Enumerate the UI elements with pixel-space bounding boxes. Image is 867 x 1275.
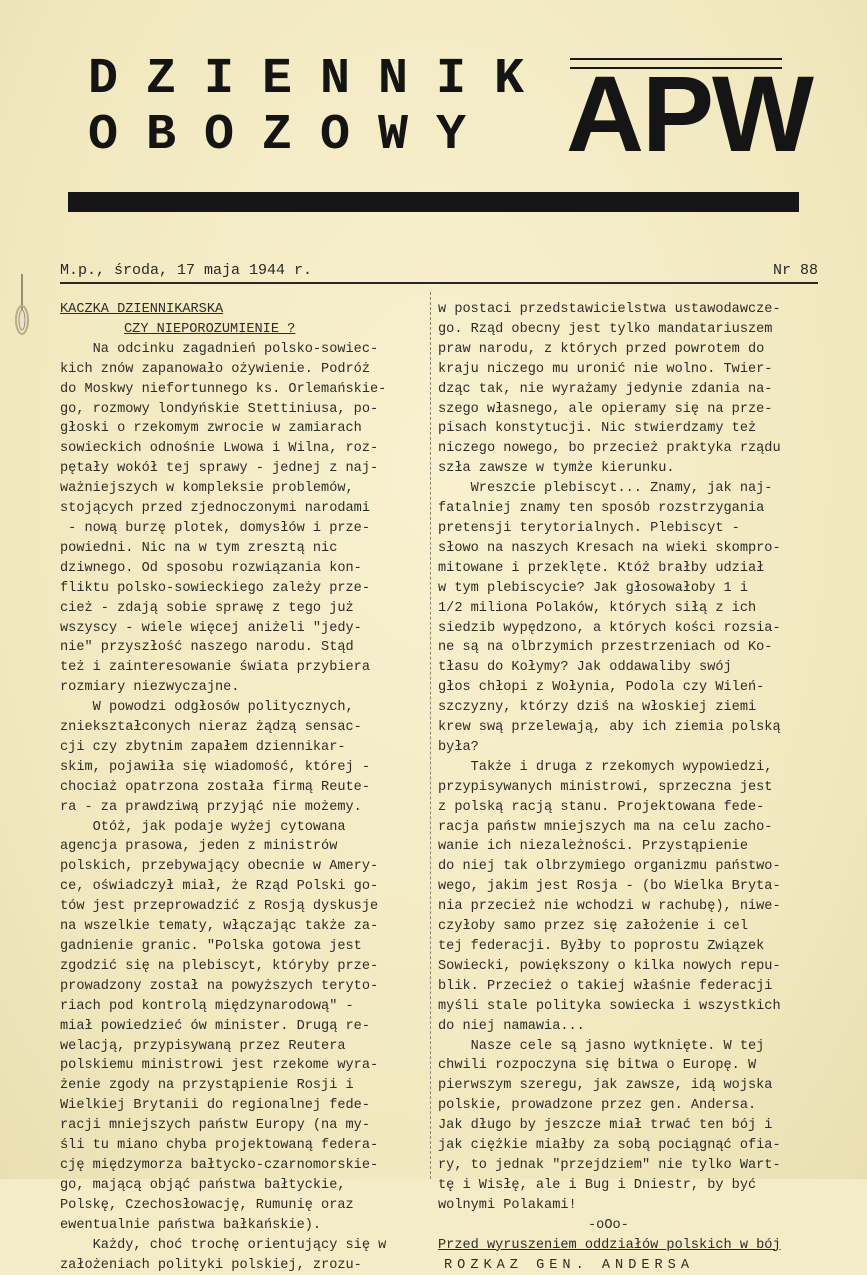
text-line: w tym plebiscycie? Jak głosowałoby 1 i: [438, 579, 822, 599]
text-line: go, mającą objąć państwa bałtyckie,: [60, 1176, 428, 1196]
text-line: gadnienie granic. "Polska gotowa jest: [60, 937, 428, 957]
text-line: ry, to jednak "przejdziem" nie tylko Wart-: [438, 1156, 822, 1176]
text-line: fatalniej znamy ten sposób rozstrzygania: [438, 499, 822, 519]
text-line: szła zawsze w tymże kierunku.: [438, 459, 822, 479]
staple-pin-icon: [14, 272, 30, 338]
text-line: siedzib wypędzono, a których kości rozsia-: [438, 619, 822, 639]
apw-logo: APW: [566, 64, 786, 164]
text-line: myśli stale polityka sowiecka i wszystkich: [438, 997, 822, 1017]
text-line: go. Rząd obecny jest tylko mandatariuszem: [438, 320, 822, 340]
text-line: przypisywanych ministrowi, sprzeczna jest: [438, 778, 822, 798]
text-line: skim, pojawiła się wiadomość, której -: [60, 758, 428, 778]
text-line: głoski o rzekomym zwrocie w zamiarach: [60, 419, 428, 439]
text-line: głos chłopi z Wołynia, Podola czy Wileń-: [438, 678, 822, 698]
text-line: tłasu do Kołymy? Jak oddawaliby swój: [438, 658, 822, 678]
text-line: jak ciężkie miałby za sobą pociągnąć ofia-: [438, 1136, 822, 1156]
text-line: pisach konstytucji. Nic stwierdzamy też: [438, 419, 822, 439]
masthead-title-line-2: OBOZOWY: [88, 108, 552, 164]
text-line: kraju niczego mu uronić nie wolno. Twier-: [438, 360, 822, 380]
text-line: ra - za prawdziwą przyjąć nie możemy.: [60, 798, 428, 818]
text-line: ne są na olbrzymich przestrzeniach od Ko-: [438, 638, 822, 658]
text-line: do niej tak olbrzymiego organizmu państwo-: [438, 857, 822, 877]
text-line: słowo na naszych Kresach na wieki skompro-: [438, 539, 822, 559]
text-line: Sowiecki, powiększony o kilka nowych repu-: [438, 957, 822, 977]
text-line: była?: [438, 738, 822, 758]
text-line: czyłoby samo przez się założenie i cel: [438, 917, 822, 937]
text-line: niczego nowego, bo przecież praktyka rządu: [438, 439, 822, 459]
text-line: cję międzymorza bałtycko-czarnomorskie-: [60, 1156, 428, 1176]
text-line: fliktu polsko-sowieckiego zależy prze-: [60, 579, 428, 599]
left-column-text: [60, 340, 428, 1275]
dateline: [60, 262, 818, 284]
text-line: riach pod kontrolą międzynarodową" -: [60, 997, 428, 1017]
text-line: wolnymi Polakami!: [438, 1196, 822, 1216]
text-line: ewentualnie państwa bałkańskie).: [60, 1216, 428, 1236]
text-line: powiedni. Nic na w tym zresztą nic: [60, 539, 428, 559]
masthead: [88, 52, 552, 164]
right-column: [438, 300, 822, 1275]
text-line: racja państw mniejszych ma na celu zacho-: [438, 818, 822, 838]
next-article-subtitle: Przed wyruszeniem oddziałów polskich w bój: [438, 1236, 822, 1256]
text-line: rozmiary niezwyczajne.: [60, 678, 428, 698]
text-line: sowieckich odnośnie Lwowa i Wilna, roz-: [60, 439, 428, 459]
text-line: tów jest przeprowadzić z Rosją dyskusje: [60, 897, 428, 917]
text-line: blik. Przecież o takiej właśnie federacji: [438, 977, 822, 997]
text-line: Nasze cele są jasno wytknięte. W tej: [438, 1037, 822, 1057]
text-line: cji czy zbytnim zapałem dziennikar-: [60, 738, 428, 758]
text-line: zniekształconych nieraz żądzą sensac-: [60, 718, 428, 738]
text-line: Wreszcie plebiscyt... Znamy, jak naj-: [438, 479, 822, 499]
text-line: ce, oświadczył miał, że Rząd Polski go-: [60, 877, 428, 897]
text-line: praw narodu, z których przed powrotem do: [438, 340, 822, 360]
text-line: szczyzny, którzy dziś na włoskiej ziemi: [438, 698, 822, 718]
text-line: miał powiedzieć ów minister. Drugą re-: [60, 1017, 428, 1037]
text-line: stojących przed zjednoczonymi narodami: [60, 499, 428, 519]
text-line: agencja prasowa, jeden z ministrów: [60, 837, 428, 857]
text-line: polskiemu ministrowi jest rzekome wyra-: [60, 1056, 428, 1076]
text-line: szego własnego, ale opieramy się na prze-: [438, 400, 822, 420]
text-line: założeniach polityki polskiej, zrozu-: [60, 1256, 428, 1275]
text-line: z polską racją stanu. Projektowana fede-: [438, 798, 822, 818]
text-line: tę i Wisłę, ale i Bug i Dniestr, by być: [438, 1176, 822, 1196]
text-line: kich znów zapanowało ożywienie. Podróż: [60, 360, 428, 380]
text-line: pętały wokół tej sprawy - jednej z naj-: [60, 459, 428, 479]
text-line: zgodzić się na plebiscyt, któryby prze-: [60, 957, 428, 977]
text-line: Na odcinku zagadnień polsko-sowiec-: [60, 340, 428, 360]
text-line: mitowane i przeklęte. Któż brałby udział: [438, 559, 822, 579]
article-headline-line-1: KACZKA DZIENNIKARSKA: [60, 300, 428, 320]
section-separator: -oOo-: [438, 1216, 822, 1236]
text-line: cież - zdają sobie sprawę z tego już: [60, 599, 428, 619]
text-line: chociaż opatrzona została firmą Reute-: [60, 778, 428, 798]
text-line: do niej namawia...: [438, 1017, 822, 1037]
text-line: śli tu miano chyba projektowaną federa-: [60, 1136, 428, 1156]
text-line: 1/2 miliona Polaków, których siłą z ich: [438, 599, 822, 619]
text-line: polskie, prowadzone przez gen. Andersa.: [438, 1096, 822, 1116]
text-line: - nową burzę plotek, domysłów i prze-: [60, 519, 428, 539]
text-line: nie" przyszłość naszego narodu. Stąd: [60, 638, 428, 658]
text-line: welacją, przypisywaną przez Reutera: [60, 1037, 428, 1057]
text-line: racji mniejszych państw Europy (na my-: [60, 1116, 428, 1136]
column-divider: [430, 292, 431, 1179]
text-line: Jak długo by jeszcze miał trwać ten bój i: [438, 1116, 822, 1136]
text-line: do Moskwy niefortunnego ks. Orlemańskie-: [60, 380, 428, 400]
text-line: prowadzony został na powyższych teryto-: [60, 977, 428, 997]
text-line: na wszelkie tematy, włączając także za-: [60, 917, 428, 937]
right-column-text: [438, 300, 822, 1216]
text-line: pierwszym szeregu, jak zawsze, idą wojska: [438, 1076, 822, 1096]
text-line: dząc tak, nie wyrażamy jedynie zdania na-: [438, 380, 822, 400]
text-line: wanie ich niezależności. Przystąpienie: [438, 837, 822, 857]
text-line: krew swą przelewają, aby ich ziemia polską: [438, 718, 822, 738]
text-line: chwili rozpoczyna się bitwa o Europę. W: [438, 1056, 822, 1076]
text-line: Wielkiej Brytanii do regionalnej fede-: [60, 1096, 428, 1116]
text-line: wszyscy - wiele więcej aniżeli "jedy-: [60, 619, 428, 639]
text-line: w postaci przedstawicielstwa ustawodawcze-: [438, 300, 822, 320]
text-line: polskich, przebywający obecnie w Amery-: [60, 857, 428, 877]
article-headline-line-2: CZY NIEPOROZUMIENIE ?: [60, 320, 428, 340]
issue-date: M.p., środa, 17 maja 1944 r.: [60, 262, 312, 279]
text-line: wego, jakim jest Rosja - (bo Wielka Bryta-: [438, 877, 822, 897]
issue-number: Nr 88: [773, 262, 818, 279]
text-line: W powodzi odgłosów politycznych,: [60, 698, 428, 718]
text-line: ważniejszych w kompleksie problemów,: [60, 479, 428, 499]
text-line: pretensji terytorialnych. Plebiscyt -: [438, 519, 822, 539]
text-line: Także i druga z rzekomych wypowiedzi,: [438, 758, 822, 778]
next-article-title: ROZKAZ GEN. ANDERSA: [438, 1256, 822, 1275]
text-line: tej federacji. Byłby to poprostu Związek: [438, 937, 822, 957]
text-line: Każdy, choć trochę orientujący się w: [60, 1236, 428, 1256]
text-line: Otóż, jak podaje wyżej cytowana: [60, 818, 428, 838]
text-line: nia przecież nie wchodzi w rachubę), niwe-: [438, 897, 822, 917]
text-line: żenie zgody na przystąpienie Rosji i: [60, 1076, 428, 1096]
masthead-bar: [68, 192, 799, 212]
left-column: [60, 300, 428, 1275]
text-line: też i zainteresowanie świata przybiera: [60, 658, 428, 678]
text-line: dziwnego. Od sposobu rozwiązania kon-: [60, 559, 428, 579]
masthead-title-line-1: DZIENNIK: [88, 52, 552, 108]
text-line: go, rozmowy londyńskie Stettiniusa, po-: [60, 400, 428, 420]
text-line: Polskę, Czechosłowację, Rumunię oraz: [60, 1196, 428, 1216]
